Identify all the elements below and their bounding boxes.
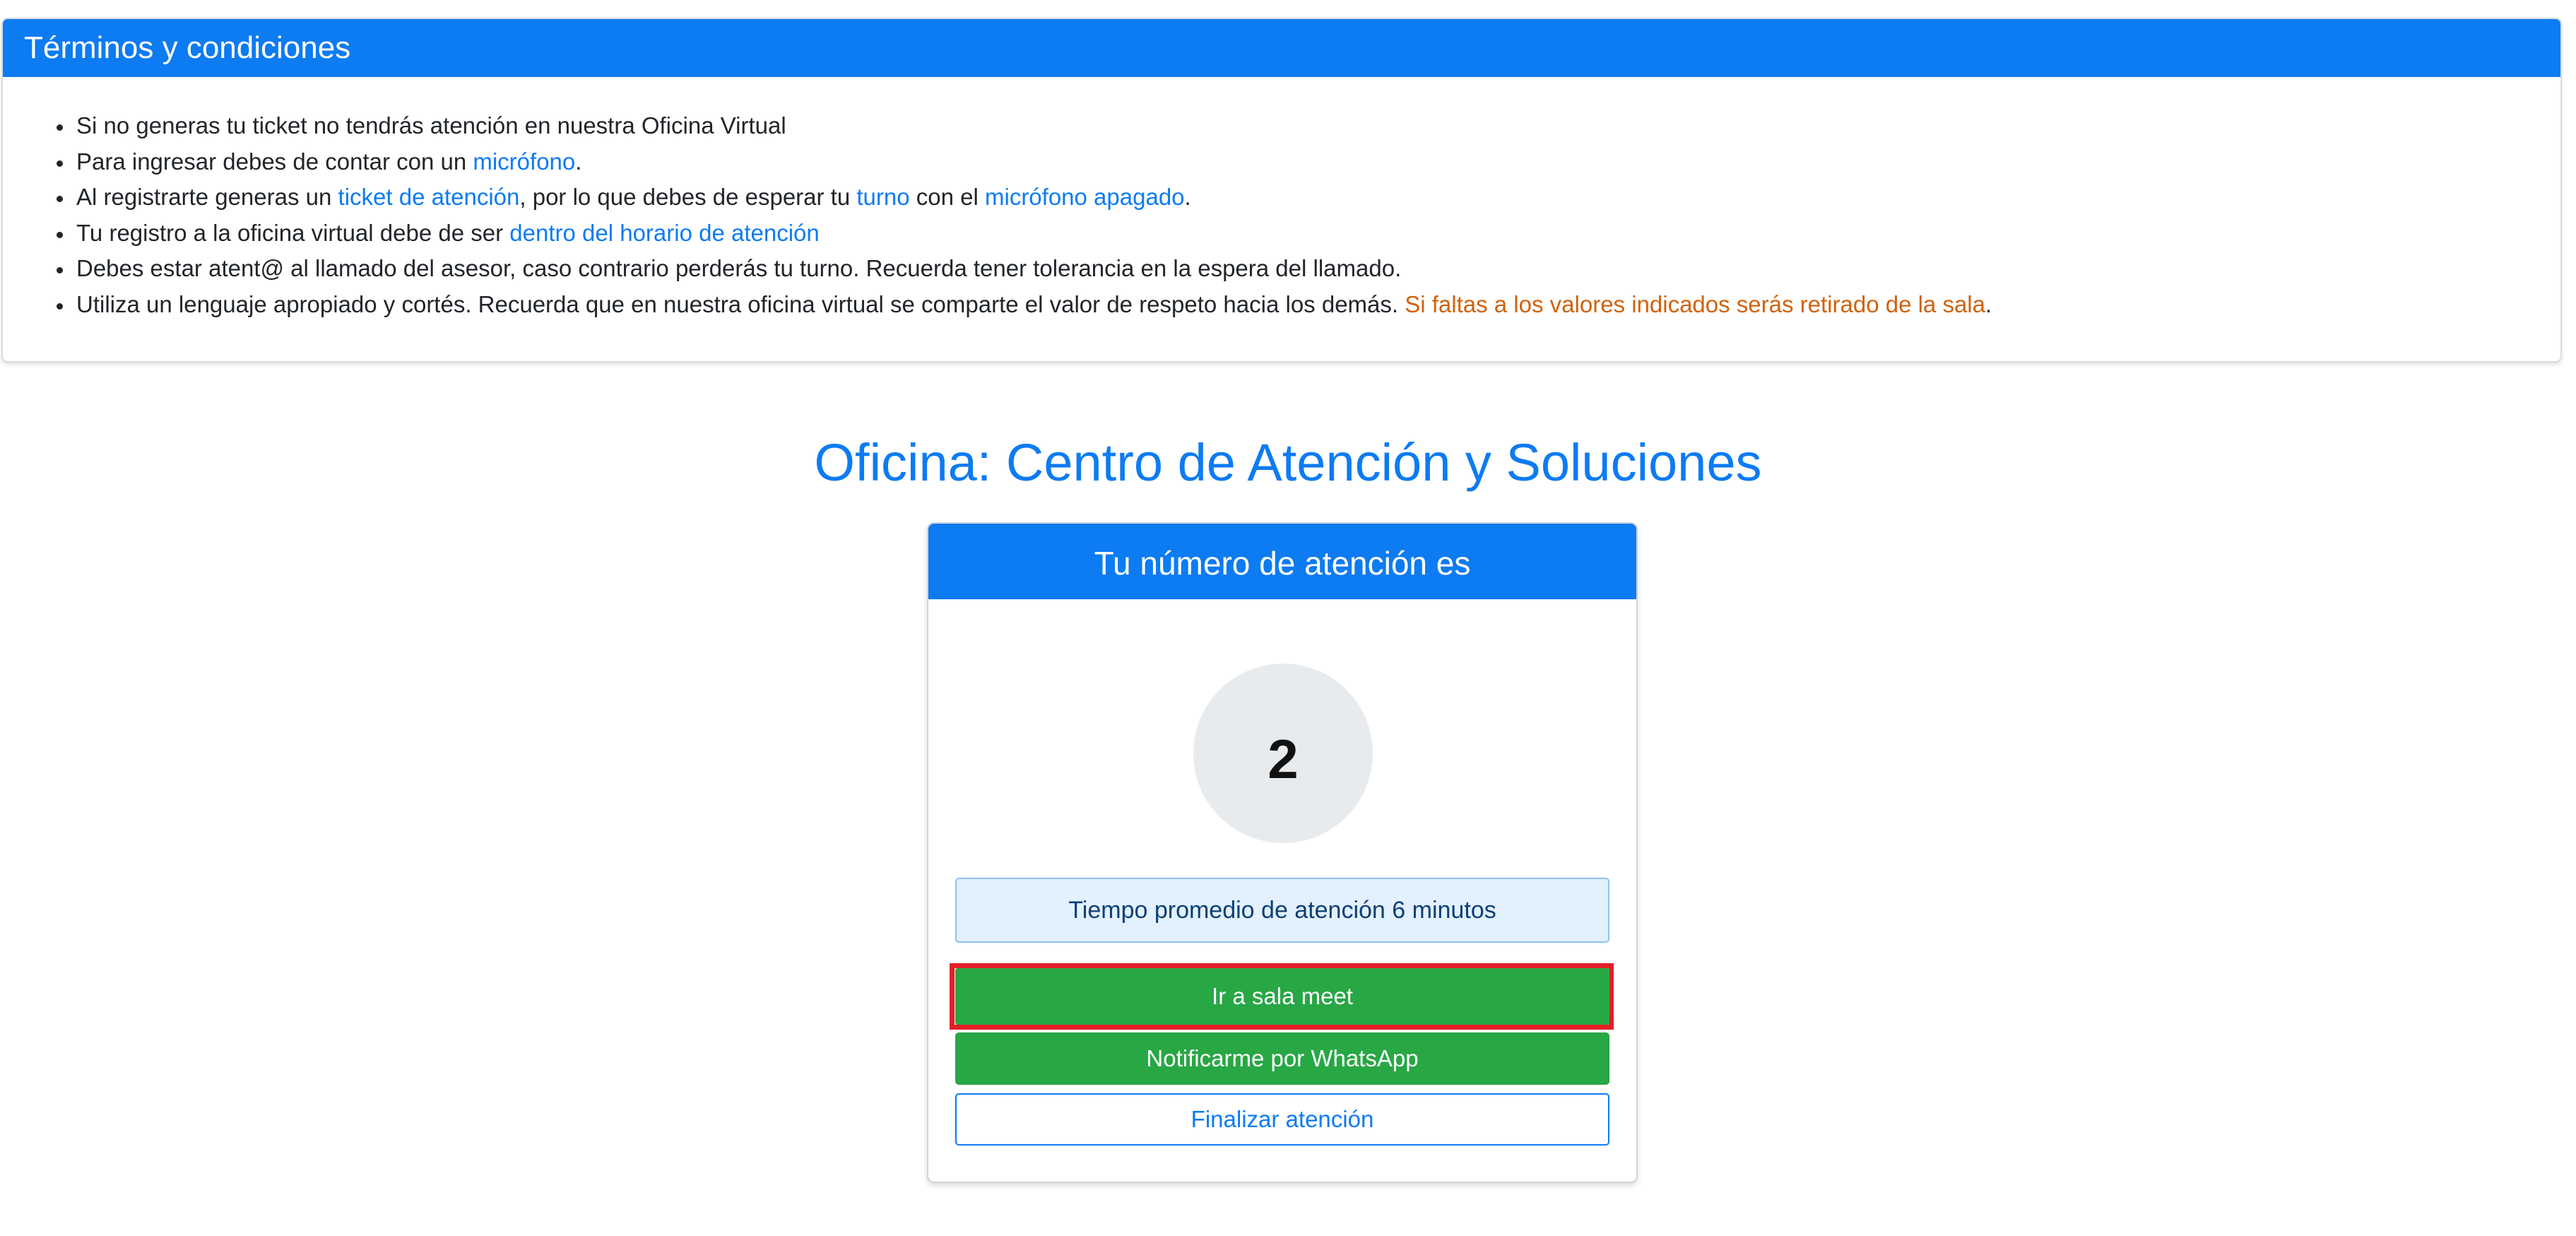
terms-item-text: , por lo que debes de esperar tu <box>519 184 857 210</box>
terms-item-language <box>73 287 2560 323</box>
terms-item-text: con el <box>909 184 985 210</box>
terms-item-ticket <box>73 108 2560 144</box>
office-title: Oficina: Centro de Atención y Soluciones <box>814 433 1762 492</box>
microphone-off-link[interactable]: micrófono apagado <box>985 184 1185 210</box>
microphone-link[interactable]: micrófono <box>473 148 576 175</box>
terms-item-text: . <box>1184 184 1191 210</box>
terms-item-microphone <box>73 144 2560 180</box>
terms-item-text: . <box>1985 290 1992 317</box>
terms-item-text: Al registrarte generas un <box>76 184 338 210</box>
terms-item-text: Utiliza un lenguaje apropiado y cortés. Recuerda que en nuestra oficina virtual se comparte el valor de respeto hacia los demás. <box>76 290 1405 317</box>
terms-list <box>3 77 2560 322</box>
terms-item-text: . <box>575 148 582 175</box>
terms-warning-text: Si faltas a los valores indicados serás retirado de la sala <box>1405 290 1985 317</box>
ticket-link[interactable]: ticket de atención <box>338 184 520 210</box>
average-time-alert: Tiempo promedio de atención 6 minutos <box>955 878 1609 943</box>
terms-item-schedule <box>73 216 2560 252</box>
terms-item-text: Debes estar atent@ al llamado del asesor, caso contrario perderás tu turno. Recuerda tener tolerancia en la espera del llamado. <box>76 255 1402 281</box>
ticket-card <box>927 522 1638 1183</box>
go-to-meet-button[interactable]: Ir a sala meet <box>955 968 1609 1025</box>
ticket-number-badge: 2 <box>1193 664 1373 843</box>
turn-link[interactable]: turno <box>856 184 910 210</box>
ticket-header: Tu número de atención es <box>928 524 1636 599</box>
terms-item-text: Tu registro a la oficina virtual debe de ser <box>76 219 510 246</box>
terms-item-attention <box>73 251 2560 287</box>
finish-attention-button[interactable]: Finalizar atención <box>955 1093 1609 1146</box>
terms-item-text: Si no generas tu ticket no tendrás atención en nuestra Oficina Virtual <box>76 112 786 139</box>
whatsapp-notify-button[interactable]: Notificarme por WhatsApp <box>955 1032 1609 1085</box>
schedule-link[interactable]: dentro del horario de atención <box>509 219 820 246</box>
terms-title: Términos y condiciones <box>3 19 2560 77</box>
terms-item-register <box>73 179 2560 216</box>
terms-item-text: Para ingresar debes de contar con un <box>76 148 473 175</box>
terms-card <box>1 18 2562 363</box>
